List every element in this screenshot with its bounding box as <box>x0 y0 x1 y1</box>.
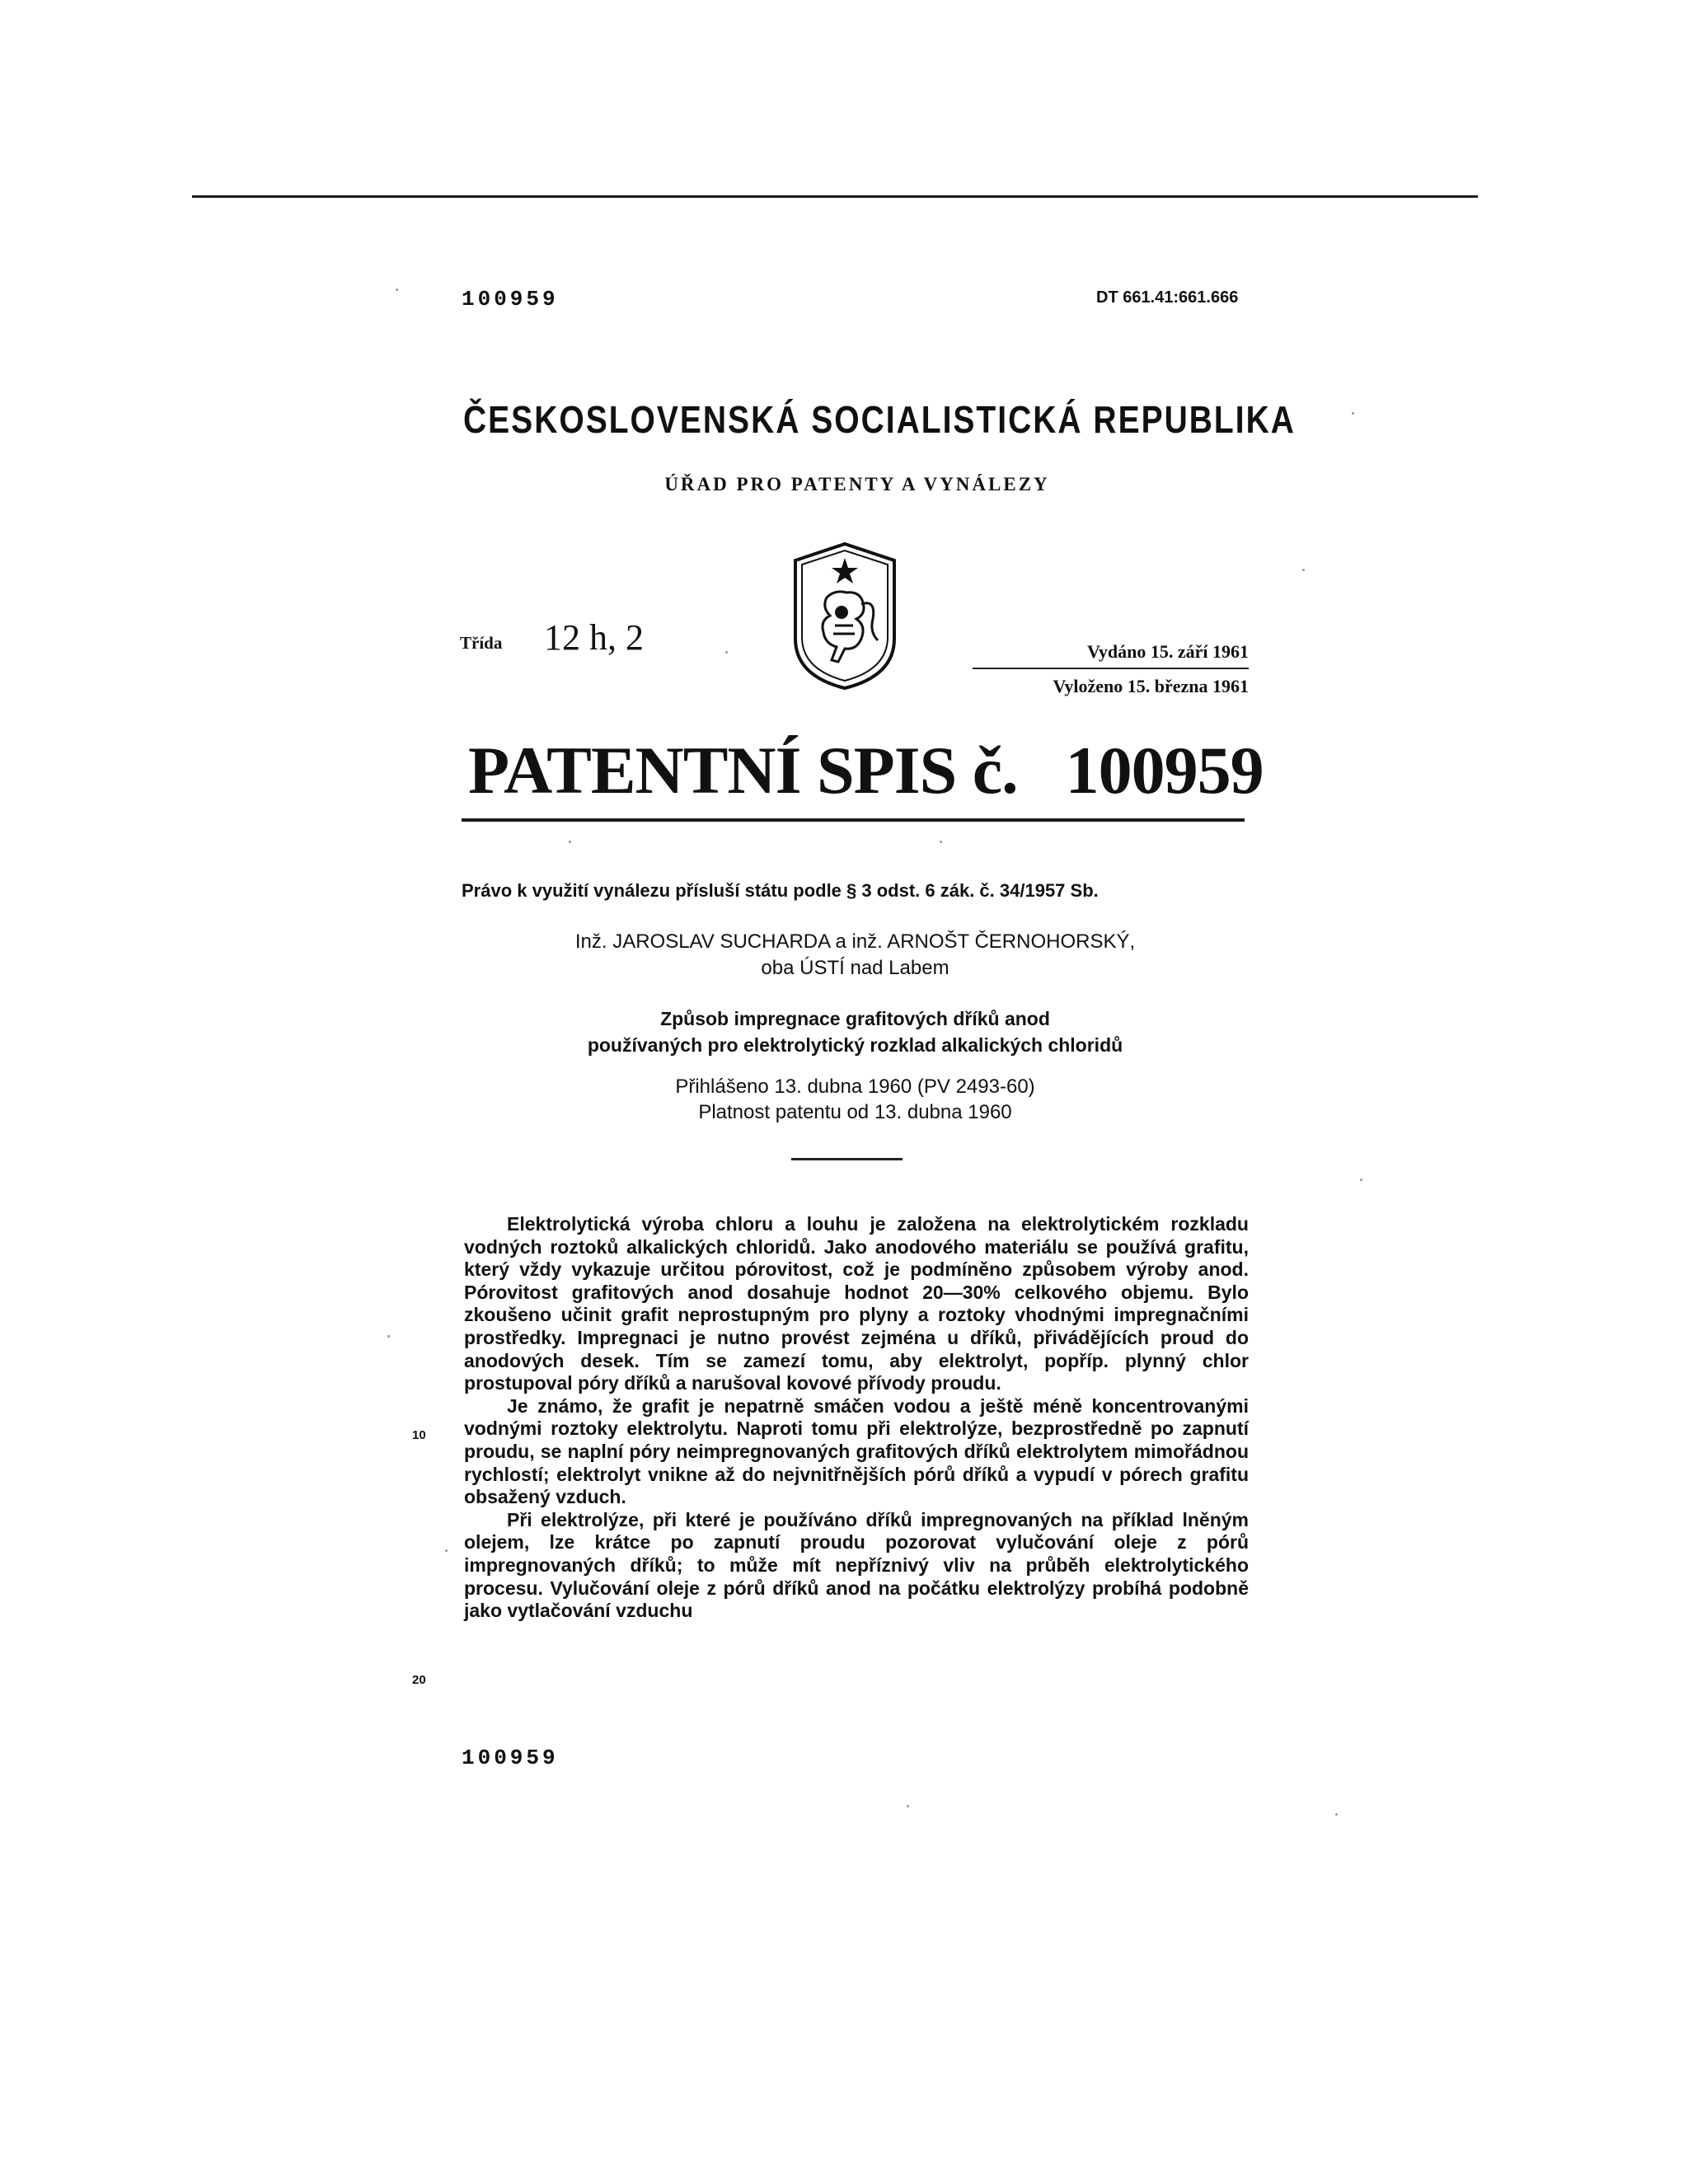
paragraph: Elektrolytická výroba chloru a louhu je založena na elektrolytickém rozkladu vodných roztoků alkalických chloridů. Jako anodového materiálu se používá grafitu, který vždy vykazuje určitou pórovitost, což je podmíněno způsobem výroby anod. Pórovitost grafitových anod dosahuje hodnot 20—30% celkového objemu. Bylo zkoušeno učinit grafit neprostupným pro plyny a roztoky vhodnými impregnačními prostředky. Impregnaci je nutno provést zejména u dříků, přivádějících proud do anodových desek. Tím se zamezí tomu, aby elektrolyt, popříp. plynný chlor prostupoval póry dříků a narušoval kovové přívody proudu. <box>464 1213 1249 1394</box>
paragraph: Při elektrolýze, při které je používáno dříků impregnovaných na příklad lněným olejem, lze krátce po zapnutí proudu pozorovat vylučování oleje z pórů impregnovaných dříků; to může mít nepříznivý vliv na průběh elektrolytického procesu. Vylučování oleje z pórů dříků anod na počátku elektrolýzy probíhá podobně jako vytlačování vzduchu <box>464 1508 1249 1622</box>
line-number-10: 10 <box>412 1428 426 1442</box>
dt-classification-code: DT 661.41:661.666 <box>1096 288 1239 307</box>
scan-speck <box>396 288 398 291</box>
scan-speck <box>725 651 728 654</box>
line-number-20: 20 <box>412 1673 426 1687</box>
section-divider <box>791 1158 903 1160</box>
scan-speck <box>569 841 571 843</box>
paragraph: Je známo, že grafit je nepatrně smáčen vodou a ještě méně koncentrovanými vodnými roztoky elektrolytu. Naproti tomu při elektrolýze, bezprostředně po zapnutí proudu, se naplní póry neimpregnovaných grafitových dříků elektrolytem mimořádnou rychlostí; elektrolyt vnikne až do nejvnitřnějších pórů dříků a vypudí v pórech grafitu obsažený vzduch. <box>464 1394 1249 1508</box>
republic-heading: ČESKOSLOVENSKÁ SOCIALISTICKÁ REPUBLIKA <box>463 400 1296 442</box>
patent-title-label: PATENTNÍ SPIS č. <box>468 733 1018 808</box>
page-top-rule <box>192 195 1478 198</box>
patent-office-heading: ÚŘAD PRO PATENTY A VYNÁLEZY <box>664 474 1050 494</box>
rights-statement: Právo k využití vynálezu přísluší státu podle § 3 odst. 6 zák. č. 34/1957 Sb. <box>462 880 1099 901</box>
issued-date: Vydáno 15. září 1961 <box>973 641 1249 669</box>
class-label: Třída <box>460 633 503 653</box>
class-value: 12 h, 2 <box>544 617 644 658</box>
invention-title <box>462 1005 1249 1058</box>
title-rule <box>462 818 1245 822</box>
invention-title-line-2: používaných pro elektrolytický rozklad alkalických chloridů <box>587 1034 1123 1056</box>
scan-speck <box>1302 569 1305 571</box>
inventors-place: oba ÚSTÍ nad Labem <box>761 957 950 979</box>
invention-title-line-1: Způsob impregnace grafitových dříků anod <box>660 1008 1050 1029</box>
document-number-bottom: 100959 <box>462 1746 559 1770</box>
inventors-block <box>462 929 1249 982</box>
document-number-top: 100959 <box>462 287 559 312</box>
patent-number: 100959 <box>1065 733 1264 808</box>
publication-dates <box>973 641 1249 697</box>
laid-out-date: Vyloženo 15. března 1961 <box>1053 676 1249 696</box>
scan-speck <box>1360 1179 1362 1181</box>
filed-date: Přihlášeno 13. dubna 1960 (PV 2493-60) <box>675 1076 1035 1098</box>
scan-speck <box>1335 1813 1338 1816</box>
scan-speck <box>387 1335 390 1338</box>
scan-speck <box>445 1549 448 1552</box>
scan-speck <box>940 841 942 843</box>
inventors-names: Inž. JAROSLAV SUCHARDA a inž. ARNOŠT ČERNOHORSKÝ, <box>574 930 1136 953</box>
filing-info <box>462 1074 1249 1125</box>
state-emblem-icon <box>787 540 903 692</box>
scan-speck <box>1352 412 1354 415</box>
patent-title <box>468 732 1264 809</box>
body-text <box>464 1213 1249 1623</box>
scan-speck <box>907 1805 909 1807</box>
validity-date: Platnost patentu od 13. dubna 1960 <box>698 1101 1012 1123</box>
